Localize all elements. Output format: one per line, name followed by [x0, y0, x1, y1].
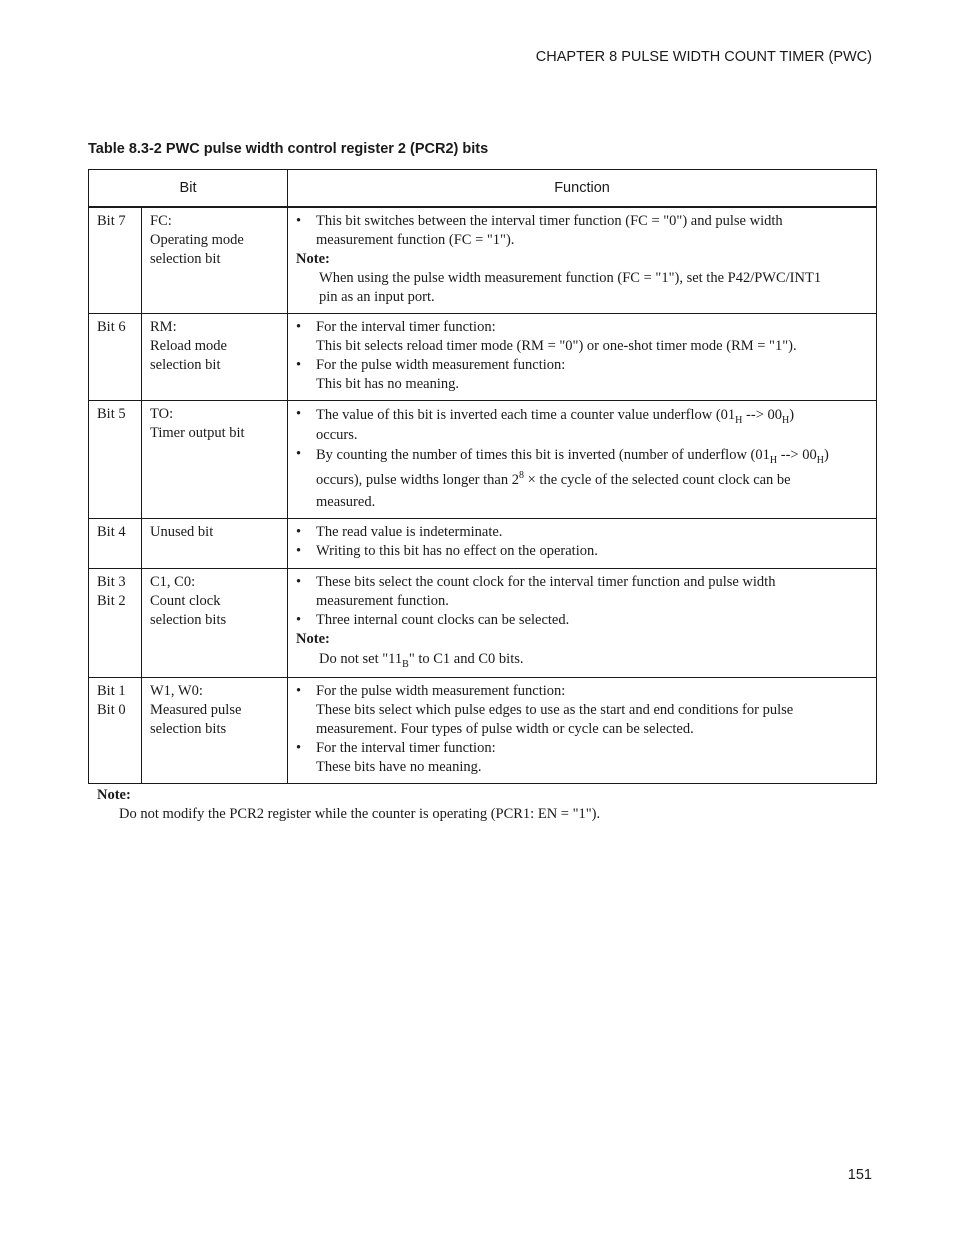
bullet-icon: • [296, 574, 302, 590]
function-cell [288, 314, 877, 401]
bullet-item [296, 682, 866, 739]
bit-number: Bit 3 [97, 574, 126, 590]
bullet-icon: • [296, 524, 302, 540]
bit-number-cell [89, 401, 142, 519]
bullet-text: These bits select the count clock for the interval timer function and pulse width [316, 574, 776, 590]
note-label: Note: [296, 631, 330, 647]
bullet-icon: • [296, 406, 302, 422]
bit-number-cell [89, 519, 142, 569]
bullet-text: measurement. Four types of pulse width or cycle can be selected. [316, 721, 694, 737]
field-desc: Timer output bit [150, 425, 245, 441]
function-cell [288, 569, 877, 678]
field-desc: selection bits [150, 721, 227, 737]
page-number: 151 [847, 1167, 872, 1183]
bullet-text: measurement function (FC = "1"). [316, 232, 515, 248]
bullet-text: Writing to this bit has no effect on the operation. [316, 543, 598, 559]
table-caption: Table 8.3-2 PWC pulse width control register 2 (PCR2) bits [88, 141, 489, 157]
field-desc: Count clock [150, 593, 221, 609]
field-name-cell [142, 314, 288, 401]
bullet-icon: • [296, 446, 302, 462]
bullet-text: For the interval timer function: [316, 740, 496, 756]
field-desc: selection bit [150, 251, 221, 267]
bullet-text: measurement function. [316, 593, 449, 609]
bullet-icon: • [296, 543, 302, 559]
table-header-row [89, 170, 877, 208]
note-label: Note: [97, 787, 131, 803]
bullet-item [296, 318, 866, 356]
bit-number: Bit 7 [97, 213, 126, 229]
field-name-cell [142, 207, 288, 314]
bit-number: Bit 0 [97, 702, 126, 718]
field-name-cell [142, 569, 288, 678]
field-symbol: W1, W0: [150, 683, 203, 699]
bullet-item [296, 212, 866, 250]
field-symbol: FC: [150, 213, 172, 229]
table-row [89, 519, 877, 569]
note-label: Note: [296, 251, 330, 267]
table-row [89, 401, 877, 519]
function-cell [288, 678, 877, 784]
bit-number: Bit 1 [97, 683, 126, 699]
bullet-text: For the pulse width measurement function: [316, 683, 566, 699]
bit-number-cell [89, 678, 142, 784]
table-row [89, 207, 877, 314]
bit-number-cell [89, 569, 142, 678]
bullet-icon: • [296, 319, 302, 335]
field-desc: Reload mode [150, 338, 227, 354]
bullet-text: By counting the number of times this bit is inverted (number of underflow ($01_H$ --> $00_H$) [316, 447, 829, 466]
bullet-item [296, 739, 866, 777]
bullet-text: These bits select which pulse edges to use as the start and end conditions for pulse [316, 702, 794, 718]
bullet-item [296, 445, 866, 512]
bullet-text: occurs), pulse widths longer than $2^8$ × the cycle of the selected count clock can be [316, 470, 791, 488]
bullet-text: measured. [316, 494, 376, 510]
column-header-function: Function [288, 170, 877, 208]
field-desc: Operating mode [150, 232, 244, 248]
bullet-text: This bit selects reload timer mode (RM = "0") or one-shot timer mode (RM = "1"). [316, 338, 797, 354]
bit-number: Bit 4 [97, 524, 126, 540]
bullet-text: For the interval timer function: [316, 319, 496, 335]
function-cell [288, 207, 877, 314]
note-text: Do not modify the PCR2 register while the counter is operating (PCR1: EN = "1"). [119, 806, 601, 822]
field-desc: Unused bit [150, 524, 214, 540]
table-row [89, 569, 877, 678]
bullet-text: These bits have no meaning. [316, 759, 482, 775]
bit-number-cell [89, 314, 142, 401]
function-cell [288, 519, 877, 569]
bullet-item [296, 542, 866, 561]
bullet-item [296, 405, 866, 445]
field-name-cell [142, 519, 288, 569]
running-head: CHAPTER 8 PULSE WIDTH COUNT TIMER (PWC) [535, 49, 872, 65]
bullet-text: This bit has no meaning. [316, 376, 459, 392]
bullet-text: The value of this bit is inverted each time a counter value underflow ($01_H$ --> $00_H$) [316, 407, 795, 426]
field-name-cell [142, 678, 288, 784]
column-header-bit: Bit [89, 170, 288, 208]
bit-number: Bit 6 [97, 319, 126, 335]
bit-number-cell [89, 207, 142, 314]
field-desc: selection bits [150, 612, 227, 628]
pcr2-bits-table [88, 169, 877, 784]
note-text: When using the pulse width measurement function (FC = "1"), set the P42/PWC/INT1 [319, 270, 822, 286]
bullet-item [296, 573, 866, 611]
bullet-item [296, 523, 866, 542]
table-row [89, 678, 877, 784]
bullet-text: Three internal count clocks can be selected. [316, 612, 570, 628]
bit-number: Bit 2 [97, 593, 126, 609]
bullet-text: The read value is indeterminate. [316, 524, 503, 540]
field-desc: selection bit [150, 357, 221, 373]
bullet-text: For the pulse width measurement function: [316, 357, 566, 373]
bit-number: Bit 5 [97, 406, 126, 422]
field-name-cell [142, 401, 288, 519]
footer-note [97, 786, 600, 824]
bullet-icon: • [296, 740, 302, 756]
field-symbol: TO: [150, 406, 174, 422]
bullet-icon: • [296, 213, 302, 229]
note-text: Do not set "$11_B$" to C1 and C0 bits. [319, 651, 524, 670]
bullet-item [296, 356, 866, 394]
bullet-icon: • [296, 683, 302, 699]
bullet-item [296, 611, 866, 630]
function-cell [288, 401, 877, 519]
bullet-icon: • [296, 612, 302, 628]
bullet-text: This bit switches between the interval timer function (FC = "0") and pulse width [316, 213, 783, 229]
field-symbol: C1, C0: [150, 574, 196, 590]
note-text: pin as an input port. [319, 289, 435, 305]
field-symbol: RM: [150, 319, 177, 335]
bullet-text: occurs. [316, 427, 358, 443]
bullet-icon: • [296, 357, 302, 373]
table-row [89, 314, 877, 401]
field-desc: Measured pulse [150, 702, 242, 718]
